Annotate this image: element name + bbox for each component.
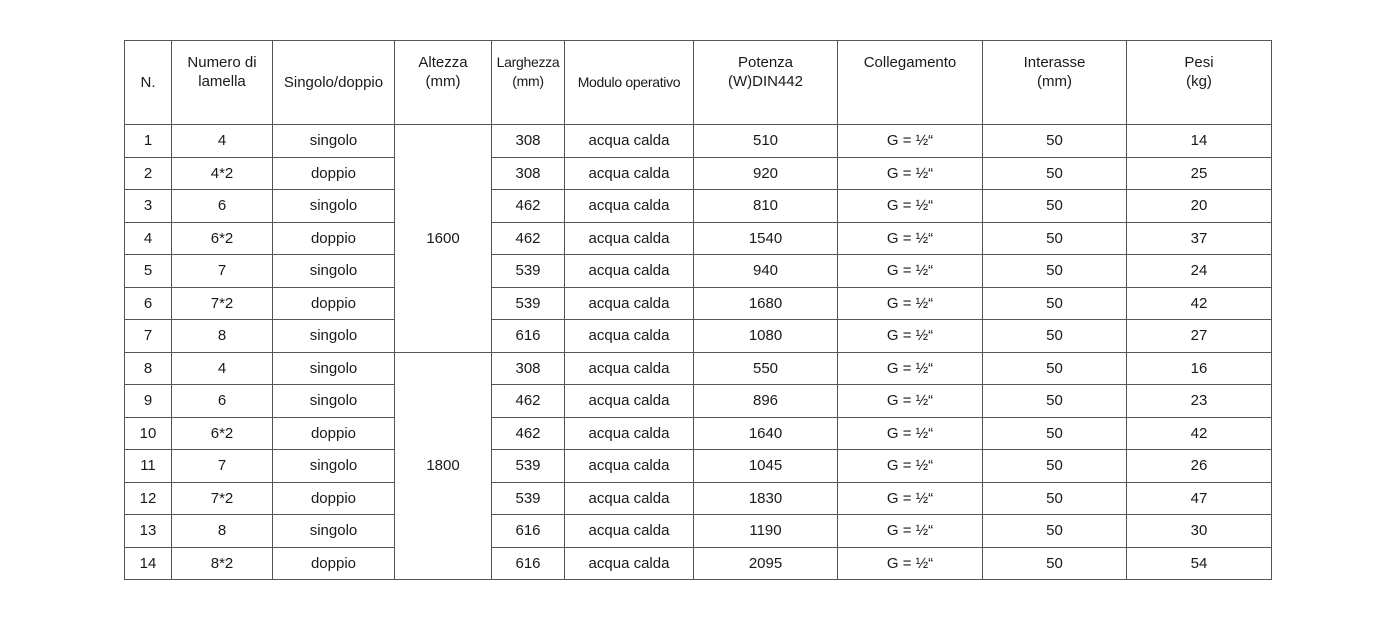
- cell-tipo: doppio: [273, 287, 395, 320]
- cell-lamella: 4*2: [172, 157, 273, 190]
- cell-larghezza: 462: [492, 222, 565, 255]
- table-row: [125, 515, 1272, 548]
- cell-altezza-group: 1800: [395, 352, 492, 580]
- cell-larghezza: 462: [492, 417, 565, 450]
- cell-interasse: 50: [983, 125, 1127, 158]
- cell-tipo: doppio: [273, 482, 395, 515]
- cell-pesi: 24: [1127, 255, 1272, 288]
- cell-interasse: 50: [983, 320, 1127, 353]
- cell-potenza: 920: [694, 157, 838, 190]
- cell-interasse: 50: [983, 287, 1127, 320]
- cell-collegamento: G = ½“: [838, 385, 983, 418]
- cell-modulo: acqua calda: [565, 190, 694, 223]
- cell-pesi: 14: [1127, 125, 1272, 158]
- cell-modulo: acqua calda: [565, 515, 694, 548]
- cell-n: 3: [125, 190, 172, 223]
- cell-potenza: 1640: [694, 417, 838, 450]
- cell-potenza: 1190: [694, 515, 838, 548]
- cell-potenza: 1830: [694, 482, 838, 515]
- header-modulo-operativo: Modulo operativo: [565, 41, 694, 125]
- cell-tipo: singolo: [273, 352, 395, 385]
- header-interasse: Interasse (mm): [983, 41, 1127, 125]
- cell-lamella: 6*2: [172, 222, 273, 255]
- cell-pesi: 30: [1127, 515, 1272, 548]
- table-row: [125, 255, 1272, 288]
- cell-n: 9: [125, 385, 172, 418]
- header-pesi: Pesi (kg): [1127, 41, 1272, 125]
- cell-collegamento: G = ½“: [838, 450, 983, 483]
- cell-modulo: acqua calda: [565, 125, 694, 158]
- cell-potenza: 940: [694, 255, 838, 288]
- cell-collegamento: G = ½“: [838, 222, 983, 255]
- cell-modulo: acqua calda: [565, 222, 694, 255]
- cell-altezza-group: 1600: [395, 125, 492, 353]
- cell-lamella: 7*2: [172, 287, 273, 320]
- cell-collegamento: G = ½“: [838, 515, 983, 548]
- table-row: [125, 482, 1272, 515]
- cell-collegamento: G = ½“: [838, 482, 983, 515]
- cell-potenza: 896: [694, 385, 838, 418]
- cell-lamella: 4: [172, 352, 273, 385]
- cell-potenza: 510: [694, 125, 838, 158]
- cell-interasse: 50: [983, 385, 1127, 418]
- cell-tipo: singolo: [273, 125, 395, 158]
- cell-pesi: 37: [1127, 222, 1272, 255]
- cell-larghezza: 308: [492, 125, 565, 158]
- cell-potenza: 550: [694, 352, 838, 385]
- cell-n: 5: [125, 255, 172, 288]
- cell-tipo: singolo: [273, 450, 395, 483]
- cell-tipo: doppio: [273, 157, 395, 190]
- header-row: [125, 41, 1272, 125]
- cell-interasse: 50: [983, 255, 1127, 288]
- cell-tipo: singolo: [273, 190, 395, 223]
- cell-larghezza: 616: [492, 320, 565, 353]
- table-row: [125, 125, 1272, 158]
- cell-tipo: singolo: [273, 515, 395, 548]
- cell-n: 4: [125, 222, 172, 255]
- table-row: [125, 222, 1272, 255]
- header-potenza: Potenza (W)DIN442: [694, 41, 838, 125]
- spec-table: [124, 40, 1272, 580]
- cell-pesi: 42: [1127, 417, 1272, 450]
- header-collegamento: Collegamento: [838, 41, 983, 125]
- cell-modulo: acqua calda: [565, 287, 694, 320]
- table-row: [125, 287, 1272, 320]
- cell-larghezza: 539: [492, 482, 565, 515]
- cell-modulo: acqua calda: [565, 157, 694, 190]
- cell-interasse: 50: [983, 352, 1127, 385]
- cell-interasse: 50: [983, 515, 1127, 548]
- cell-larghezza: 539: [492, 287, 565, 320]
- cell-larghezza: 539: [492, 255, 565, 288]
- cell-pesi: 26: [1127, 450, 1272, 483]
- cell-larghezza: 539: [492, 450, 565, 483]
- cell-pesi: 42: [1127, 287, 1272, 320]
- cell-potenza: 2095: [694, 547, 838, 580]
- cell-lamella: 7*2: [172, 482, 273, 515]
- cell-larghezza: 616: [492, 515, 565, 548]
- cell-collegamento: G = ½“: [838, 287, 983, 320]
- cell-larghezza: 308: [492, 157, 565, 190]
- cell-collegamento: G = ½“: [838, 352, 983, 385]
- table-row: [125, 547, 1272, 580]
- cell-n: 13: [125, 515, 172, 548]
- cell-interasse: 50: [983, 450, 1127, 483]
- cell-larghezza: 616: [492, 547, 565, 580]
- cell-n: 11: [125, 450, 172, 483]
- cell-n: 7: [125, 320, 172, 353]
- cell-pesi: 16: [1127, 352, 1272, 385]
- cell-interasse: 50: [983, 482, 1127, 515]
- cell-n: 1: [125, 125, 172, 158]
- cell-n: 8: [125, 352, 172, 385]
- cell-interasse: 50: [983, 157, 1127, 190]
- cell-pesi: 27: [1127, 320, 1272, 353]
- cell-modulo: acqua calda: [565, 320, 694, 353]
- cell-interasse: 50: [983, 222, 1127, 255]
- cell-lamella: 7: [172, 255, 273, 288]
- cell-potenza: 1540: [694, 222, 838, 255]
- table-row: [125, 320, 1272, 353]
- cell-pesi: 54: [1127, 547, 1272, 580]
- cell-tipo: doppio: [273, 547, 395, 580]
- cell-potenza: 1680: [694, 287, 838, 320]
- cell-lamella: 6: [172, 385, 273, 418]
- cell-collegamento: G = ½“: [838, 417, 983, 450]
- cell-lamella: 6: [172, 190, 273, 223]
- table-row: [125, 450, 1272, 483]
- cell-lamella: 8*2: [172, 547, 273, 580]
- table-row: [125, 385, 1272, 418]
- cell-n: 10: [125, 417, 172, 450]
- cell-n: 12: [125, 482, 172, 515]
- cell-tipo: singolo: [273, 320, 395, 353]
- cell-modulo: acqua calda: [565, 450, 694, 483]
- table-row: [125, 157, 1272, 190]
- cell-pesi: 47: [1127, 482, 1272, 515]
- cell-larghezza: 308: [492, 352, 565, 385]
- cell-pesi: 20: [1127, 190, 1272, 223]
- cell-n: 6: [125, 287, 172, 320]
- cell-modulo: acqua calda: [565, 417, 694, 450]
- cell-interasse: 50: [983, 417, 1127, 450]
- cell-collegamento: G = ½“: [838, 125, 983, 158]
- cell-interasse: 50: [983, 547, 1127, 580]
- cell-potenza: 1045: [694, 450, 838, 483]
- cell-lamella: 6*2: [172, 417, 273, 450]
- cell-potenza: 810: [694, 190, 838, 223]
- header-numero-lamella: Numero di lamella: [172, 41, 273, 125]
- cell-tipo: doppio: [273, 417, 395, 450]
- cell-n: 14: [125, 547, 172, 580]
- header-n: N.: [125, 41, 172, 125]
- cell-lamella: 8: [172, 515, 273, 548]
- cell-collegamento: G = ½“: [838, 157, 983, 190]
- cell-modulo: acqua calda: [565, 482, 694, 515]
- cell-collegamento: G = ½“: [838, 320, 983, 353]
- cell-modulo: acqua calda: [565, 547, 694, 580]
- cell-potenza: 1080: [694, 320, 838, 353]
- cell-modulo: acqua calda: [565, 255, 694, 288]
- table-row: [125, 417, 1272, 450]
- header-altezza: Altezza (mm): [395, 41, 492, 125]
- cell-tipo: singolo: [273, 385, 395, 418]
- cell-lamella: 8: [172, 320, 273, 353]
- cell-tipo: singolo: [273, 255, 395, 288]
- table-header: [125, 41, 1272, 125]
- cell-larghezza: 462: [492, 385, 565, 418]
- cell-pesi: 25: [1127, 157, 1272, 190]
- cell-collegamento: G = ½“: [838, 255, 983, 288]
- cell-tipo: doppio: [273, 222, 395, 255]
- table-row: [125, 352, 1272, 385]
- table-body: [125, 125, 1272, 580]
- cell-modulo: acqua calda: [565, 385, 694, 418]
- cell-modulo: acqua calda: [565, 352, 694, 385]
- cell-lamella: 4: [172, 125, 273, 158]
- table-row: [125, 190, 1272, 223]
- cell-collegamento: G = ½“: [838, 190, 983, 223]
- cell-interasse: 50: [983, 190, 1127, 223]
- header-singolo-doppio: Singolo/doppio: [273, 41, 395, 125]
- cell-collegamento: G = ½“: [838, 547, 983, 580]
- cell-lamella: 7: [172, 450, 273, 483]
- cell-pesi: 23: [1127, 385, 1272, 418]
- cell-n: 2: [125, 157, 172, 190]
- cell-larghezza: 462: [492, 190, 565, 223]
- header-larghezza: Larghezza (mm): [492, 41, 565, 125]
